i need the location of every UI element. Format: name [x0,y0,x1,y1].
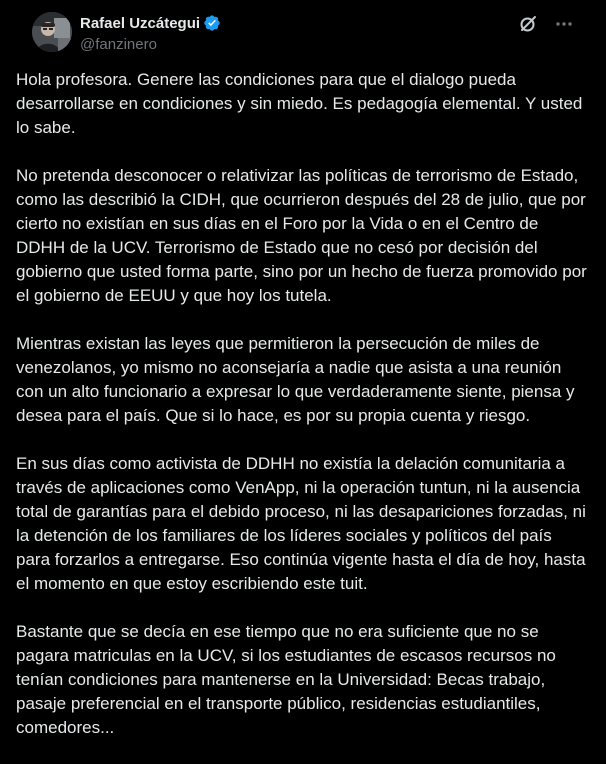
grok-icon[interactable] [518,14,538,34]
author-names [80,13,221,53]
verified-badge-icon[interactable] [203,14,221,32]
avatar[interactable] [32,12,72,52]
tweet-paragraph: No pretenda desconocer o relativizar las políticas de terrorismo de Estado, como las describió la CIDH, que ocurrieron después del 28 de julio, que por cierto no existían en sus días en el Foro por la Vida o en el Centro de DDHH de la UCV. Terrorismo de Estado que no cesó por decisión del gobierno que usted forma parte, sino por un hecho de fuerza promovido por el gobierno de EEUU y que hoy los tutela. [16,166,587,305]
tweet-paragraph: Hola profesora. Genere las condiciones para que el dialogo pueda desarrollarse en condiciones y sin miedo. Es pedagogía elemental. Y usted lo sabe. [16,70,583,137]
avatar-photo-icon [32,12,72,52]
tweet-paragraph: Bastante que se decía en ese tiempo que no era suficiente que no se pagara matriculas en la UCV, si los estudiantes de escasos recursos no tenían condiciones para mantenerse en la Universidad: Becas trabajo, pasaje preferencial en el transporte público, residencias estudiantiles, comedores... [16,622,556,737]
header-actions [518,14,574,34]
more-options-icon[interactable] [554,14,574,34]
display-name[interactable]: Rafael Uzcátegui [80,14,201,32]
tweet-header [16,0,590,60]
tweet-text [16,68,590,764]
tweet-paragraph: En sus días como activista de DDHH no existía la delación comunitaria a través de aplicaciones como VenApp, ni la operación tuntun, ni la ausencia total de garantías para el debido proceso, ni las desapariciones forzadas, ni la detención de los familiares de los líderes sociales y políticos del país para forzarlos a entregarse. Eso continúa vigente hasta el día de hoy, hasta el momento en que estoy escribiendo este tuit. [16,454,586,593]
author-handle[interactable]: @fanzinero [80,36,157,53]
name-row [80,13,221,33]
tweet-paragraph: Mientras existan las leyes que permitieron la persecución de miles de venezolanos, yo mismo no aconsejaría a nadie que asista a una reunión con un alto funcionario a expresar lo que verdaderamente siente, piensa y desea para el país. Que si lo hace, es por su propia cuenta y riesgo. [16,334,575,425]
